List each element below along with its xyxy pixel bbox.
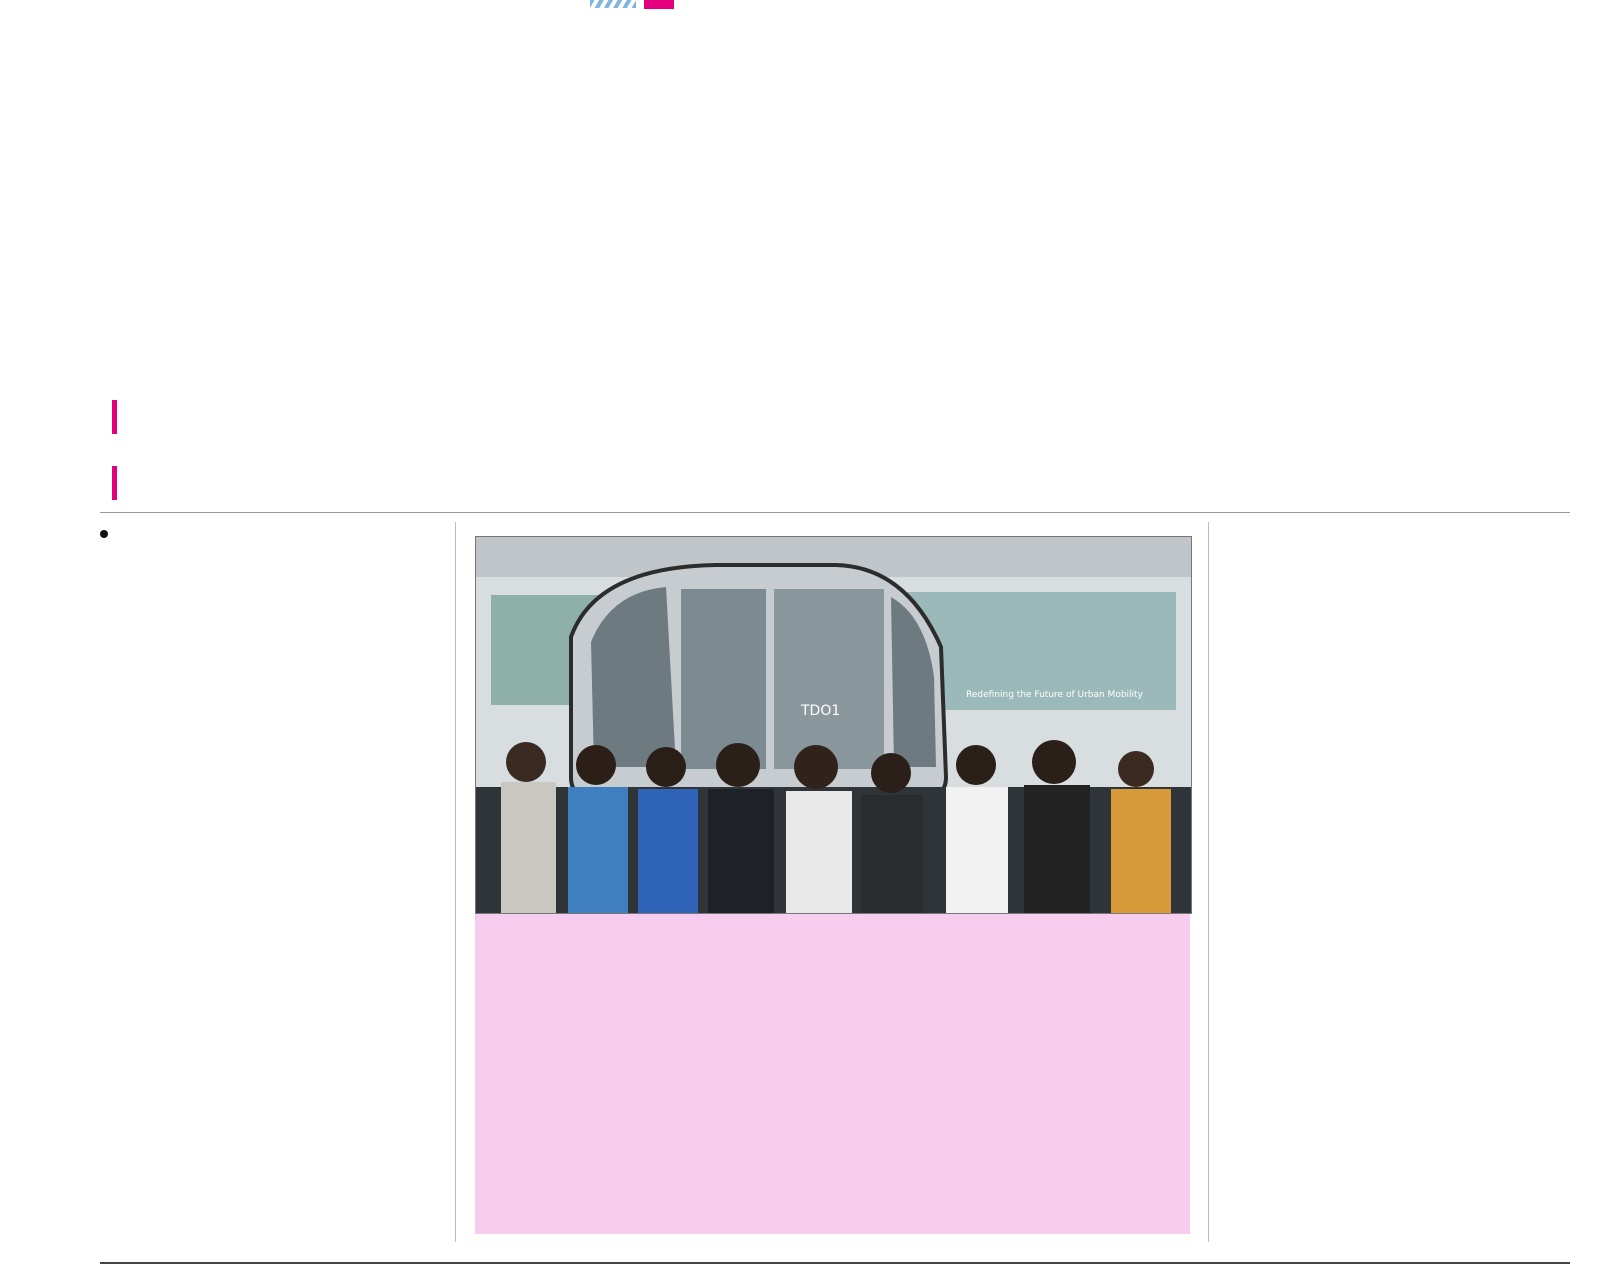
subdeck-line-2 <box>100 454 1540 510</box>
photo-illustration <box>476 537 1191 913</box>
bullet-icon <box>100 530 108 538</box>
right-paragraph-3 <box>1228 576 1570 601</box>
left-paragraph-3 <box>100 603 440 628</box>
top-rule <box>100 512 1570 513</box>
right-subhead-paragraph <box>1228 549 1570 574</box>
sidebar-title <box>497 932 1168 984</box>
bottom-rule <box>100 1262 1570 1264</box>
pod-label: TDO1 <box>801 703 841 719</box>
right-paragraph-5 <box>1228 630 1570 655</box>
right-paragraph-4 <box>1228 603 1570 628</box>
masthead-accent-bar <box>644 0 674 9</box>
display-caption: Redefining the Future of Urban Mobility <box>966 690 1143 700</box>
article-left-column <box>100 522 440 1242</box>
left-paragraph-1 <box>100 549 440 574</box>
headline-line-1 <box>100 84 1550 204</box>
masthead-logo <box>590 0 990 14</box>
column-divider-right <box>1208 522 1209 1242</box>
byline <box>100 522 440 547</box>
news-photo-cable-car-pod <box>475 536 1192 914</box>
subdeck-separator <box>112 400 117 434</box>
right-paragraph-1 <box>1228 522 1570 547</box>
masthead-stripes <box>590 0 636 8</box>
sidebar-box <box>475 914 1190 1234</box>
sidebar-body <box>497 990 1168 1018</box>
left-paragraph-2 <box>100 576 440 601</box>
headline-line-2 <box>100 230 1550 350</box>
sidebar-paragraph <box>497 990 1168 1018</box>
left-paragraph-4 <box>100 630 440 655</box>
subdeck-separator <box>112 466 117 500</box>
article-right-column <box>1228 522 1570 1242</box>
column-divider-left <box>455 522 456 1242</box>
right-paragraph-6 <box>1228 657 1570 682</box>
subdeck-line-1 <box>100 388 1540 444</box>
